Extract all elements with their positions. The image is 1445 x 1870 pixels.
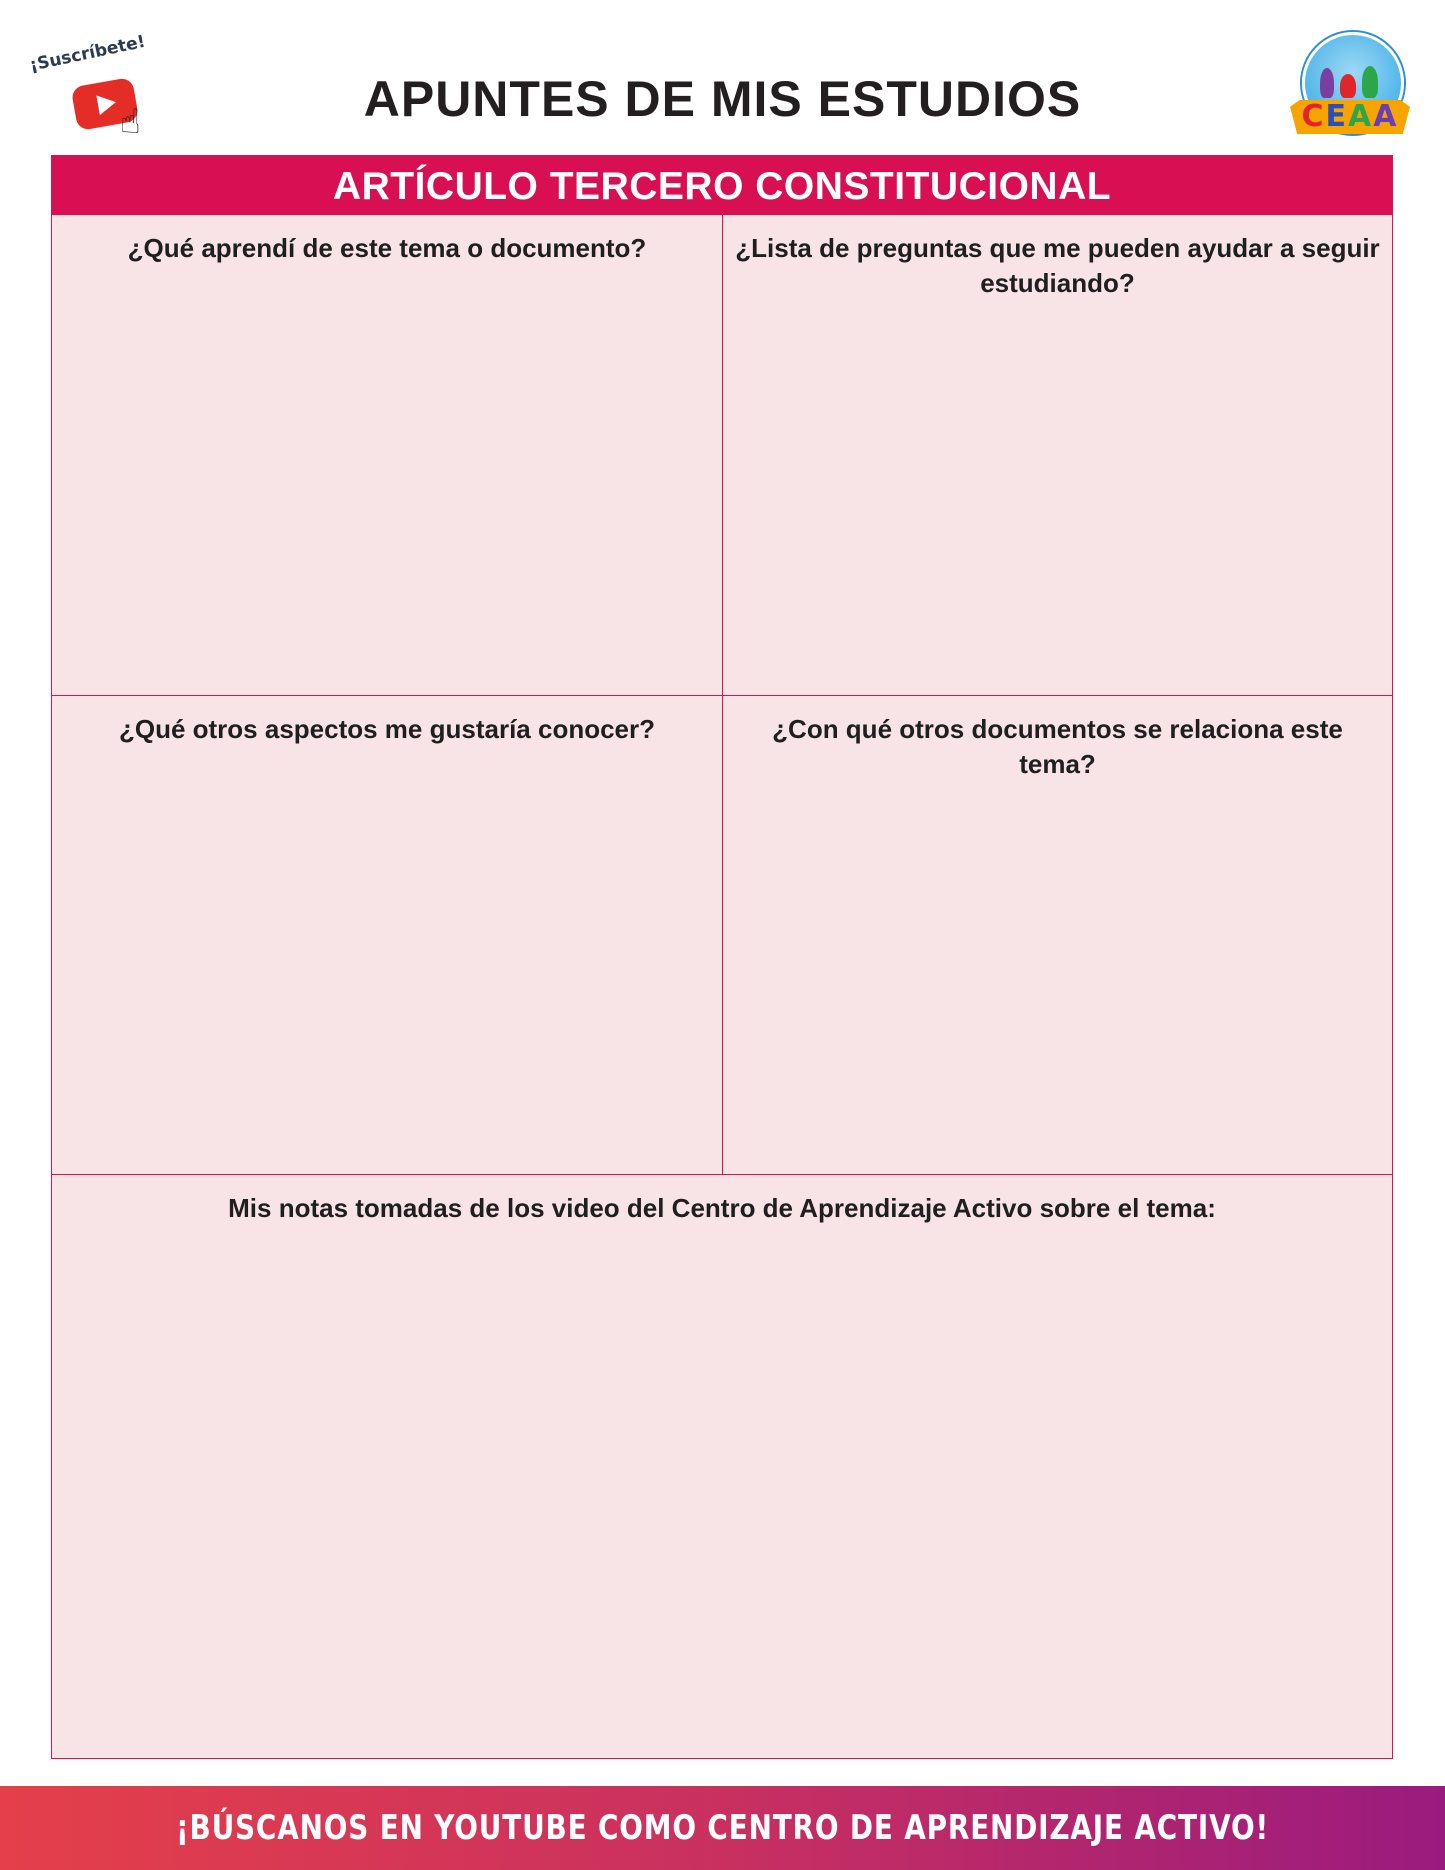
logo-figure-2	[1340, 74, 1356, 98]
logo-figure-3	[1362, 66, 1378, 98]
logo-figure-1	[1320, 68, 1334, 98]
questions-cell[interactable]	[723, 215, 1392, 696]
other-aspects-cell[interactable]	[52, 696, 723, 1175]
learned-cell[interactable]	[52, 215, 723, 696]
related-documents-cell[interactable]	[723, 696, 1392, 1175]
pointer-hand-icon: ☝	[120, 102, 141, 142]
footer-banner	[0, 1786, 1445, 1870]
footer-text: ¡BÚSCANOS EN YOUTUBE COMO CENTRO DE APRENDIZAJE ACTIVO!	[175, 1808, 1270, 1848]
other-aspects-prompt: ¿Qué otros aspectos me gustaría conocer?	[118, 714, 656, 744]
questions-prompt: ¿Lista de preguntas que me pueden ayudar a seguir estudiando?	[735, 233, 1380, 298]
worksheet-heading: ARTÍCULO TERCERO CONSTITUCIONAL	[52, 156, 1392, 215]
video-notes-prompt: Mis notas tomadas de los video del Centro de Aprendizaje Activo sobre el tema:	[228, 1193, 1216, 1223]
video-notes-cell[interactable]	[52, 1175, 1392, 1758]
ceaa-logo	[1290, 28, 1410, 143]
related-documents-prompt: ¿Con qué otros documentos se relaciona este tema?	[772, 714, 1343, 779]
notes-worksheet	[51, 155, 1393, 1759]
learned-prompt: ¿Qué aprendí de este tema o documento?	[127, 233, 647, 263]
logo-word: CEAA	[1301, 99, 1399, 134]
subscribe-label: ¡Suscríbete!	[27, 31, 148, 76]
page-title: APUNTES DE MIS ESTUDIOS	[363, 71, 1082, 127]
